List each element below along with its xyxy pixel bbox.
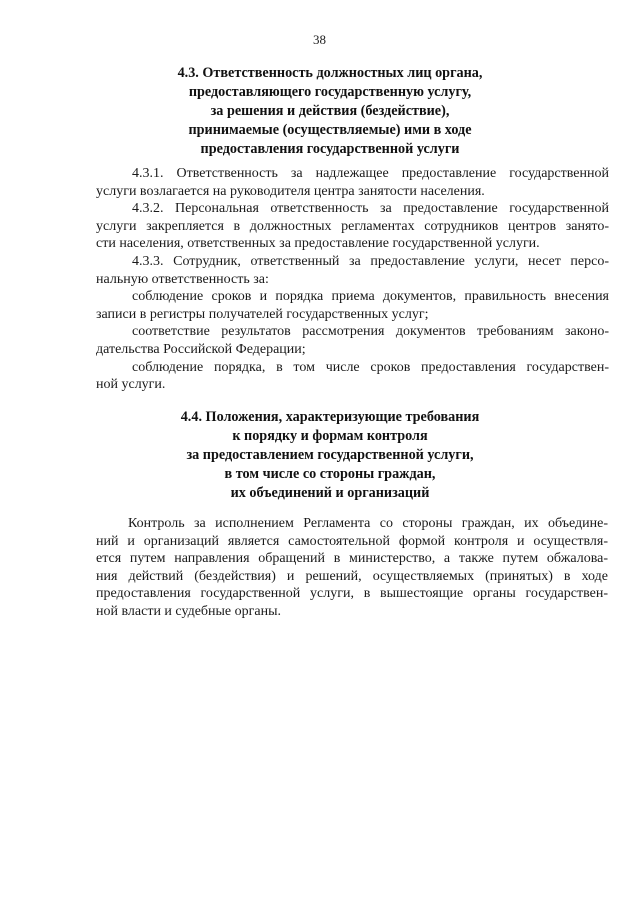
heading-line: их объединений и организаций: [230, 485, 430, 501]
paragraph-line: Контроль за исполнением Регламента со стороны граждан, их объедине-: [128, 516, 608, 531]
section-4-4-heading: [90, 408, 570, 503]
heading-line: принимаемые (осуществляемые) ими в ходе: [188, 122, 472, 138]
list-item-line: соблюдение сроков и порядка приема документов, правильность внесения: [132, 289, 609, 305]
paragraph-4-3-2-line: услуги закрепляется в должностных регламентах сотрудников центров занято-: [96, 218, 609, 234]
heading-line: к порядку и формам контроля: [232, 428, 428, 444]
paragraph-line: предоставления государственной услуги, в вышестоящие органы государствен-: [96, 586, 608, 602]
paragraph-4-3-2-line: 4.3.2. Персональная ответственность за предоставление государственной: [132, 201, 609, 217]
section-4-3-body: [96, 165, 609, 394]
heading-line: в том числе со стороны граждан,: [224, 466, 436, 482]
paragraph-line: ния действий (бездействия) и решений, осуществляемых (принятых) в ходе: [96, 568, 608, 584]
paragraph-4-3-3-line: нальную ответственность за:: [96, 271, 269, 287]
list-item-line: ной услуги.: [96, 377, 166, 393]
heading-line: предоставляющего государственную услугу,: [188, 84, 472, 100]
list-item-line: соблюдение порядка, в том числе сроков предоставления государствен-: [132, 359, 609, 375]
section-4-4-body: [96, 515, 608, 621]
page-number: 38: [313, 32, 326, 47]
paragraph-4-3-1-line: 4.3.1. Ответственность за надлежащее предоставление государственной: [132, 166, 609, 181]
paragraph-4-3-2-line: сти населения, ответственных за предоставление государственной услуги.: [96, 236, 540, 252]
list-item-line: дательства Российской Федерации;: [96, 341, 306, 357]
heading-line: за предоставлением государственной услуги,: [186, 447, 474, 463]
list-item-line: записи в регистры получателей государственных услуг;: [96, 306, 429, 322]
heading-line: за решения и действия (бездействие),: [210, 103, 450, 119]
paragraph-line: ной власти и судебные органы.: [96, 603, 282, 619]
paragraph-4-3-3-line: 4.3.3. Сотрудник, ответственный за предоставление услуги, несет персо-: [132, 253, 609, 269]
paragraph-line: ется путем направления обращений в министерство, а также путем обжалова-: [96, 551, 608, 567]
heading-line: 4.3. Ответственность должностных лиц органа,: [177, 65, 483, 81]
heading-line: предоставления государственной услуги: [200, 141, 460, 157]
paragraph-line: ний и организаций является самостоятельной формой контроля и осуществля-: [96, 533, 608, 549]
section-4-3-heading: [90, 64, 570, 159]
list-item-line: соответствие результатов рассмотрения документов требованиям законо-: [132, 324, 609, 340]
paragraph-4-3-1-line: услуги возлагается на руководителя центра занятости населения.: [96, 183, 485, 199]
heading-line: 4.4. Положения, характеризующие требования: [180, 409, 480, 425]
